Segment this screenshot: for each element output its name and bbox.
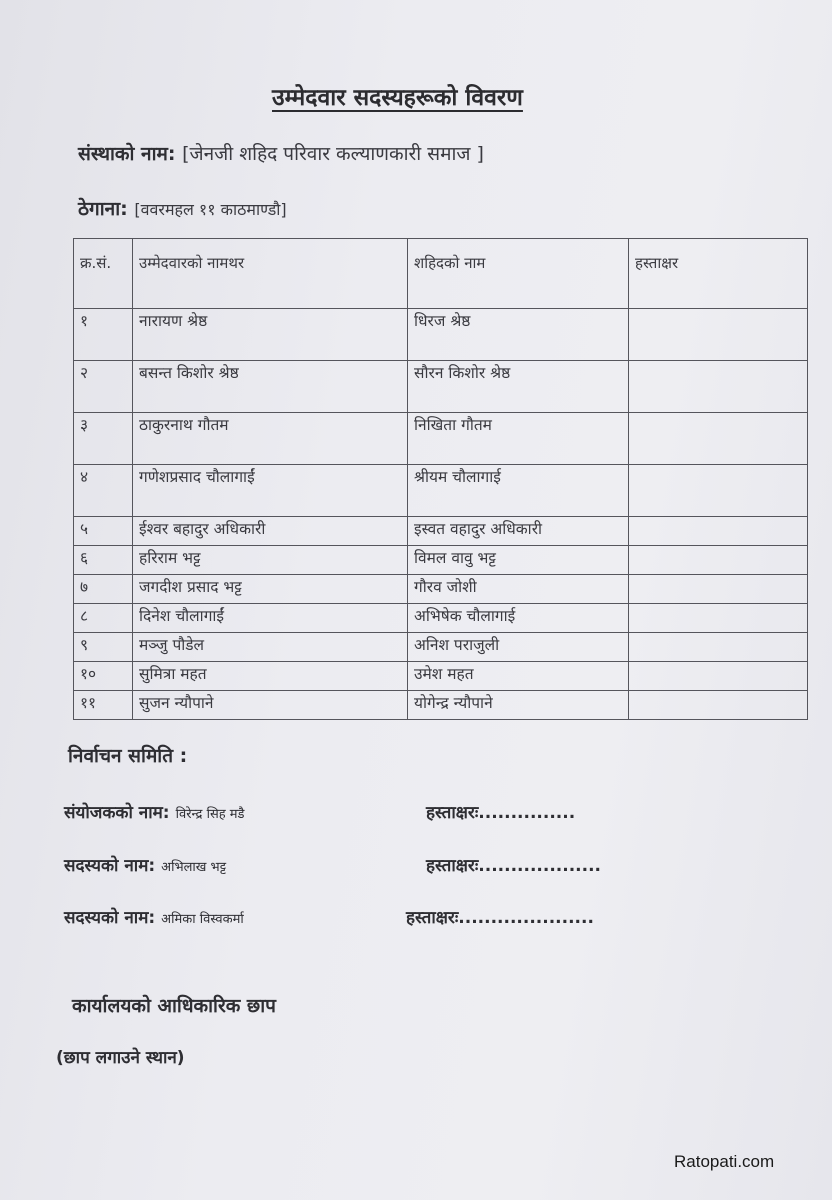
- coordinator-row: [64, 800, 624, 823]
- serial-cell: २: [74, 361, 133, 413]
- coordinator-name: विरेन्द्र सिह मडै: [175, 807, 245, 822]
- martyr-cell: निखिता गौतम: [408, 413, 629, 465]
- table-row: [74, 517, 808, 546]
- signature-cell: [629, 413, 808, 465]
- martyr-cell: अभिषेक चौलागाई: [408, 604, 629, 633]
- candidate-cell: नारायण श्रेष्ठ: [133, 309, 408, 361]
- candidate-cell: सुजन न्यौपाने: [133, 691, 408, 720]
- member-name: अभिलाख भट्ट: [161, 860, 227, 875]
- serial-cell: १: [74, 309, 133, 361]
- signature-cell: [629, 309, 808, 361]
- martyr-cell: इस्वत वहादुर अधिकारी: [408, 517, 629, 546]
- member-row-1: [64, 853, 624, 876]
- table-row: [74, 662, 808, 691]
- table-row: [74, 575, 808, 604]
- martyr-cell: योगेन्द्र न्यौपाने: [408, 691, 629, 720]
- header-serial: क्र.सं.: [74, 239, 133, 309]
- signature-cell: [629, 662, 808, 691]
- signature-cell: [629, 361, 808, 413]
- stamp-place-note: (छाप लगाउने स्थान): [56, 1048, 185, 1068]
- signature-cell: [629, 575, 808, 604]
- member-name: अमिका विस्वकर्मा: [161, 912, 244, 927]
- serial-cell: ९: [74, 633, 133, 662]
- address-value: [ववरमहल ११ काठमाण्डौ]: [134, 200, 287, 219]
- serial-cell: ३: [74, 413, 133, 465]
- document-title: उम्मेदवार सदस्यहरूको विवरण: [272, 85, 523, 111]
- table-row: [74, 546, 808, 575]
- table-header-row: [74, 239, 808, 309]
- table-row: [74, 604, 808, 633]
- member-row-2: [64, 905, 624, 928]
- candidate-cell: ईश्वर बहादुर अधिकारी: [133, 517, 408, 546]
- ratopati-watermark: Ratopati.com: [674, 1152, 775, 1171]
- signature-cell: [629, 465, 808, 517]
- serial-cell: ४: [74, 465, 133, 517]
- martyr-cell: अनिश पराजुली: [408, 633, 629, 662]
- candidate-cell: सुमित्रा महत: [133, 662, 408, 691]
- martyr-cell: सौरन किशोर श्रेष्ठ: [408, 361, 629, 413]
- candidate-cell: जगदीश प्रसाद भट्ट: [133, 575, 408, 604]
- table-row: [74, 691, 808, 720]
- candidate-table: [73, 238, 808, 720]
- candidate-cell: मञ्जु पौडेल: [133, 633, 408, 662]
- table-row: [74, 361, 808, 413]
- coordinator-signature-line: हस्ताक्षरः...............: [426, 803, 576, 823]
- signature-cell: [629, 633, 808, 662]
- organization-value: [जेनजी शहिद परिवार कल्याणकारी समाज ]: [182, 143, 484, 165]
- organization-line: [78, 140, 484, 166]
- signature-cell: [629, 691, 808, 720]
- martyr-cell: विमल वावु भट्ट: [408, 546, 629, 575]
- member-signature-line: हस्ताक्षरः.....................: [406, 908, 594, 928]
- martyr-cell: उमेश महत: [408, 662, 629, 691]
- serial-cell: ६: [74, 546, 133, 575]
- table-row: [74, 465, 808, 517]
- header-martyr-name: शहिदको नाम: [408, 239, 629, 309]
- address-line: [78, 195, 287, 221]
- candidate-cell: दिनेश चौलागाईं: [133, 604, 408, 633]
- serial-cell: ८: [74, 604, 133, 633]
- serial-cell: ५: [74, 517, 133, 546]
- table-row: [74, 413, 808, 465]
- signature-cell: [629, 546, 808, 575]
- martyr-cell: धिरज श्रेष्ठ: [408, 309, 629, 361]
- signature-cell: [629, 604, 808, 633]
- committee-heading: निर्वाचन समिति :: [68, 745, 188, 767]
- candidate-cell: ठाकुरनाथ गौतम: [133, 413, 408, 465]
- table-row: [74, 633, 808, 662]
- serial-cell: ११: [74, 691, 133, 720]
- header-candidate-name: उम्मेदवारको नामथर: [133, 239, 408, 309]
- martyr-cell: श्रीयम चौलागाई: [408, 465, 629, 517]
- header-signature: हस्ताक्षर: [629, 239, 808, 309]
- office-stamp-heading: कार्यालयको आधिकारिक छाप: [72, 995, 276, 1017]
- table-row: [74, 309, 808, 361]
- candidate-cell: बसन्त किशोर श्रेष्ठ: [133, 361, 408, 413]
- martyr-cell: गौरव जोशी: [408, 575, 629, 604]
- signature-cell: [629, 517, 808, 546]
- organization-label: संस्थाको नाम:: [78, 143, 176, 165]
- member-label: सदस्यको नाम:: [64, 908, 156, 928]
- member-label: सदस्यको नाम:: [64, 856, 156, 876]
- coordinator-label: संयोजकको नाम:: [64, 803, 170, 823]
- member-signature-line: हस्ताक्षरः...................: [426, 856, 602, 876]
- serial-cell: १०: [74, 662, 133, 691]
- candidate-cell: गणेशप्रसाद चौलागाईं: [133, 465, 408, 517]
- address-label: ठेगाना:: [78, 198, 128, 220]
- serial-cell: ७: [74, 575, 133, 604]
- candidate-cell: हरिराम भट्ट: [133, 546, 408, 575]
